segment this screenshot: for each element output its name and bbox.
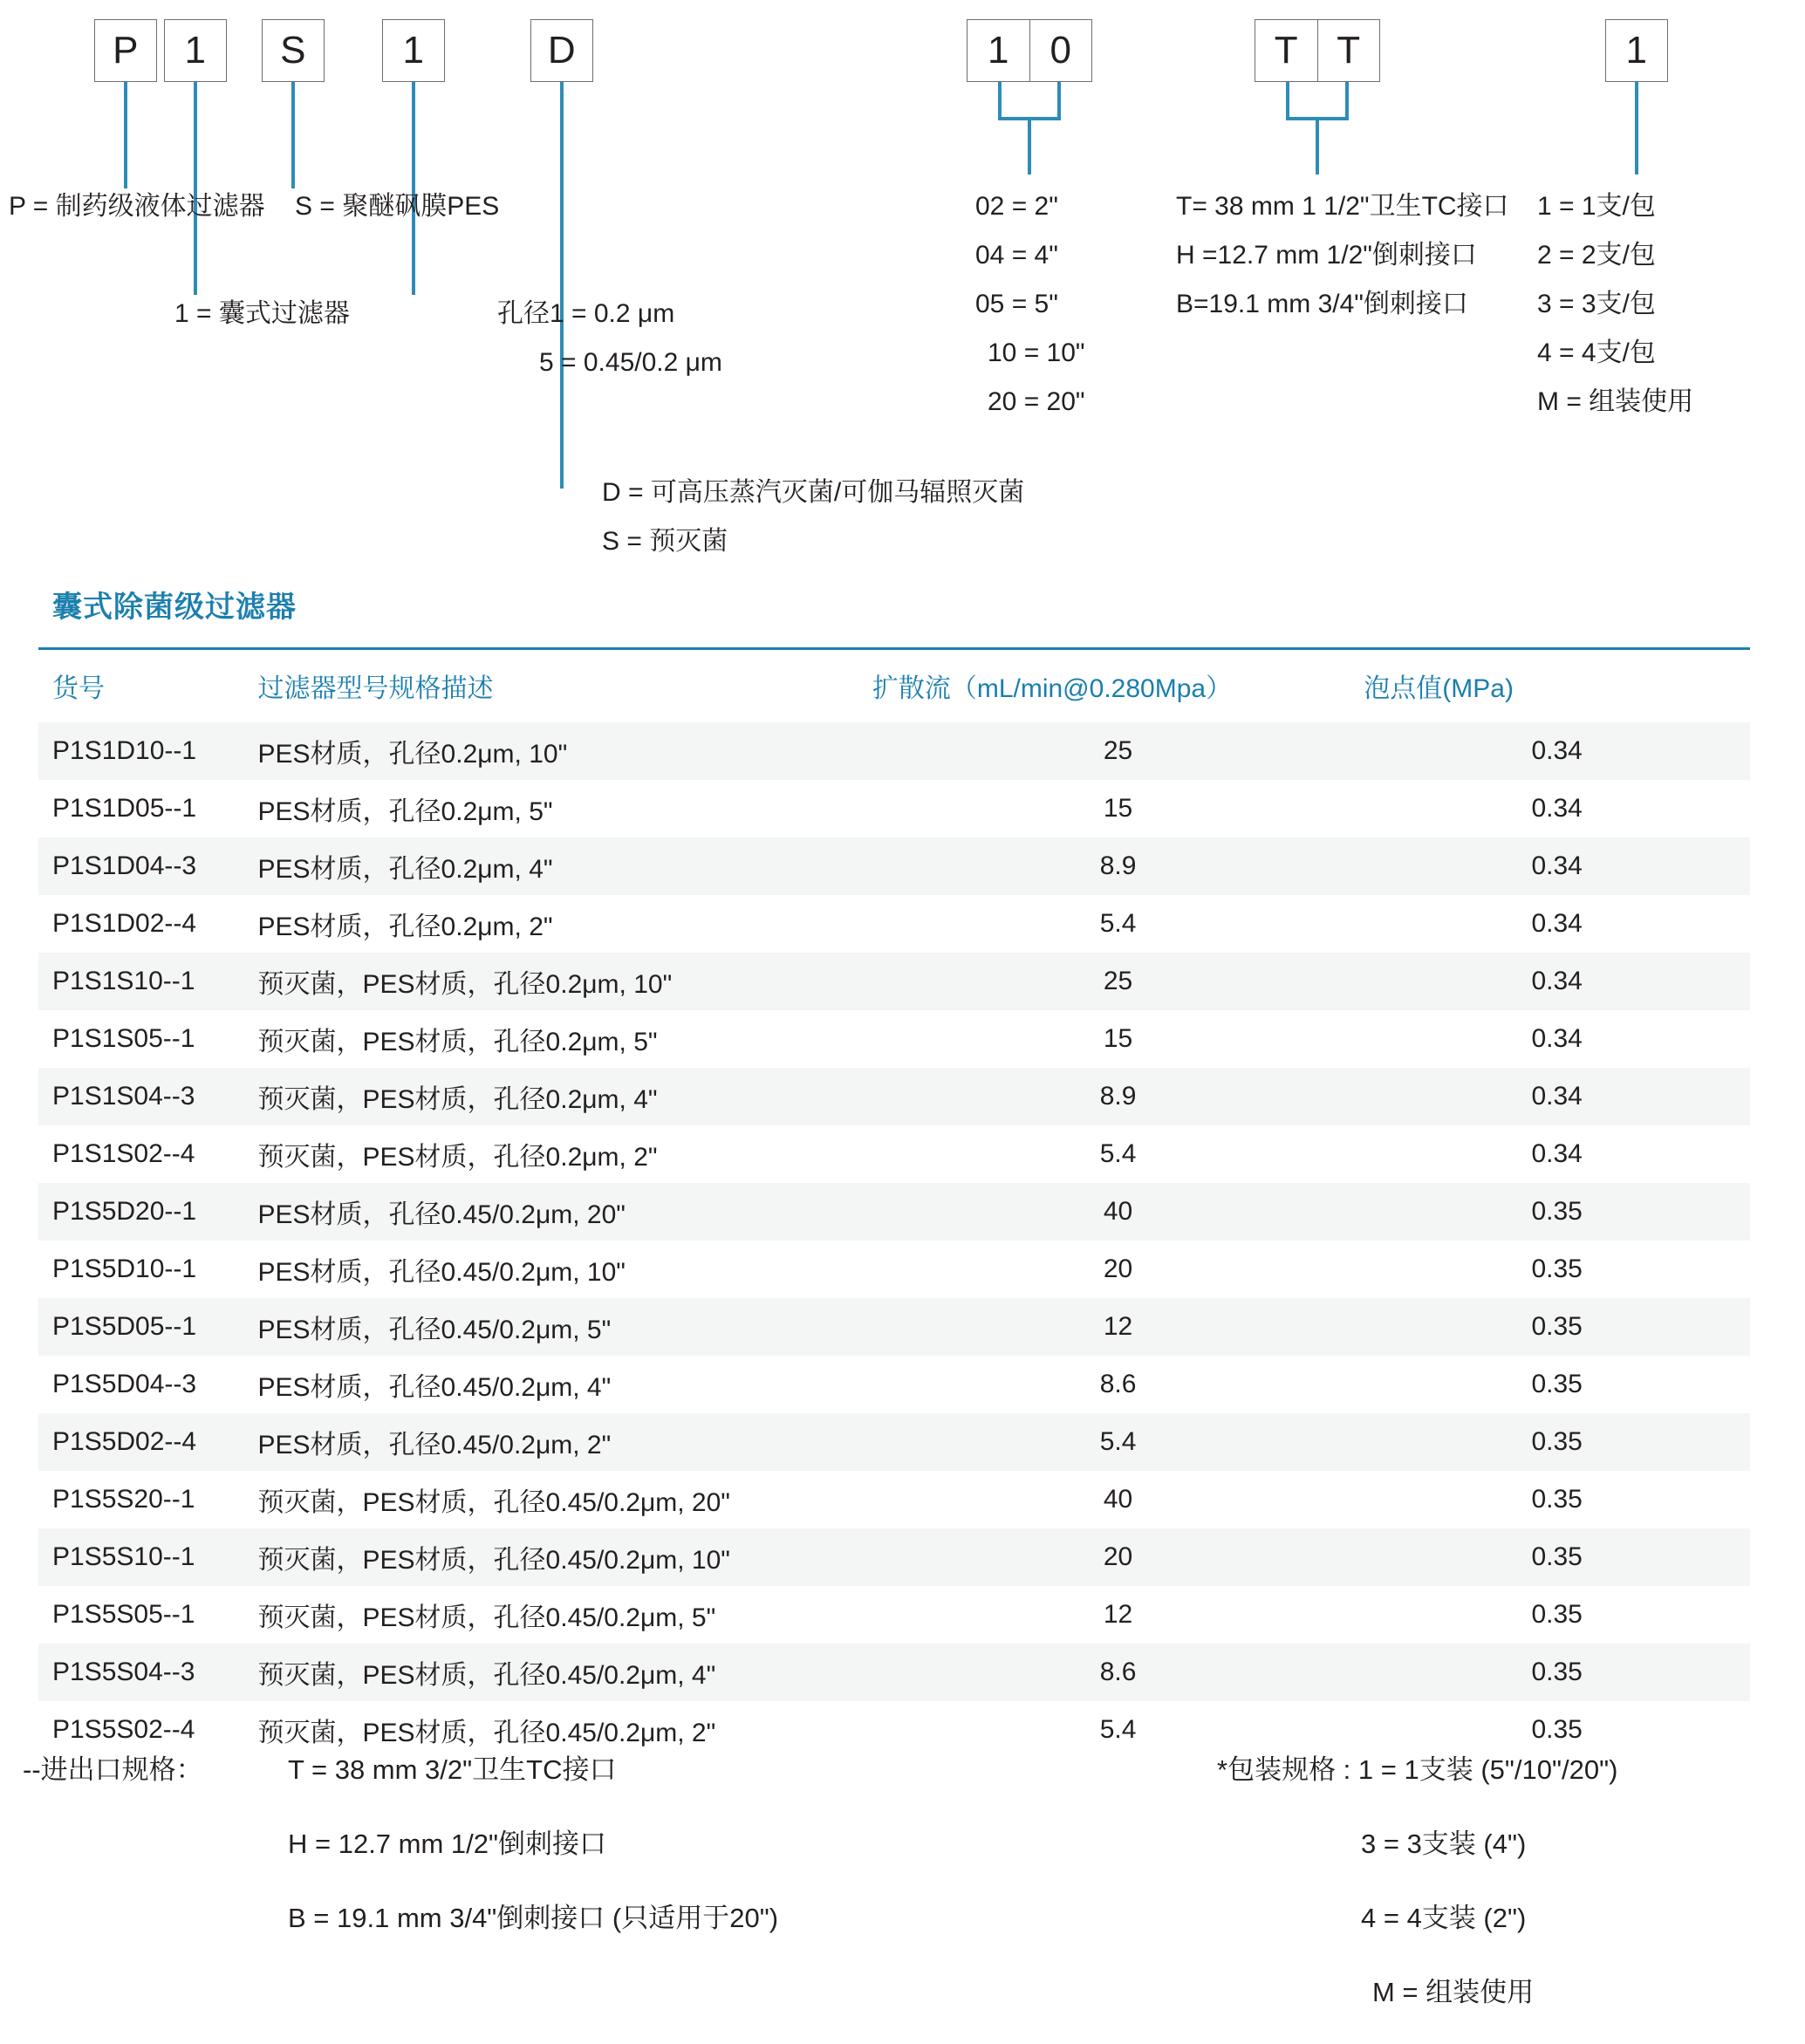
cell-bubble-point: 0.35 (1531, 1485, 1583, 1514)
table-row (38, 1413, 1750, 1471)
cell-diffusion: 5.4 (1099, 909, 1137, 938)
cell-diffusion: 15 (1103, 794, 1133, 823)
column-header-bubble-point: 泡点值(MPa) (1364, 674, 1514, 703)
table-row (38, 1356, 1750, 1413)
packaging-spec-item: M = 组装使用 (1372, 1977, 1535, 2007)
cell-sku: P1S5D02--4 (52, 1427, 197, 1456)
cell-description: 预灭菌，PES材质，孔径0.2μm, 2" (257, 1143, 658, 1172)
legend-line: 孔径1 = 0.2 μm (497, 299, 675, 328)
packaging-spec-item: 4 = 4支装 (2") (1361, 1903, 1527, 1933)
cell-diffusion: 20 (1103, 1254, 1133, 1283)
cell-diffusion: 12 (1103, 1600, 1133, 1629)
cell-description: PES材质，孔径0.45/0.2μm, 10" (257, 1258, 626, 1287)
code-char: P (113, 29, 139, 72)
cell-description: PES材质，孔径0.2μm, 4" (257, 855, 553, 884)
code-char: D (547, 29, 577, 72)
table-header-row (38, 647, 1750, 722)
code-box-connection (1255, 19, 1380, 82)
code-char: 1 (988, 29, 1009, 72)
cell-sku: P1S1S05--1 (52, 1024, 195, 1053)
cell-description: 预灭菌，PES材质，孔径0.45/0.2μm, 10" (257, 1546, 730, 1575)
legend-line: B=19.1 mm 3/4"倒刺接口 (1176, 290, 1468, 318)
legend-device-style (174, 301, 350, 350)
cell-diffusion: 5.4 (1099, 1715, 1137, 1744)
leader-line-length (1028, 119, 1031, 174)
cell-sku: P1S5S04--3 (52, 1658, 195, 1686)
code-char: 1 (402, 29, 425, 72)
cell-bubble-point: 0.34 (1531, 1024, 1583, 1053)
section-divider (38, 647, 1750, 650)
cell-bubble-point: 0.34 (1531, 967, 1583, 995)
code-box-sterilization (530, 19, 593, 82)
legend-line: 5 = 0.45/0.2 μm (539, 348, 722, 377)
legend-membrane (295, 194, 499, 243)
packaging-spec-item: 3 = 3支装 (4") (1361, 1829, 1527, 1859)
table-row (38, 780, 1750, 837)
cell-description: 预灭菌，PES材质，孔径0.45/0.2μm, 4" (257, 1661, 716, 1690)
port-spec-list (288, 1747, 778, 1970)
table-row (38, 895, 1750, 953)
legend-product-type (9, 194, 265, 243)
cell-description: 预灭菌，PES材质，孔径0.45/0.2μm, 2" (257, 1719, 716, 1747)
legend-pore-size (497, 301, 722, 399)
packaging-spec-item: *包装规格 : 1 = 1支装 (5"/10"/20") (1217, 1754, 1618, 1785)
specification-table (38, 647, 1750, 1759)
table-row (38, 1125, 1750, 1183)
cell-bubble-point: 0.35 (1531, 1427, 1583, 1456)
cell-bubble-point: 0.34 (1531, 851, 1583, 880)
cell-bubble-point: 0.35 (1531, 1600, 1583, 1629)
leader-line-product-type (124, 82, 127, 188)
cell-sku: P1S5D10--1 (52, 1254, 197, 1283)
legend-line: T= 38 mm 1 1/2"卫生TC接口 (1176, 192, 1509, 221)
cell-diffusion: 15 (1103, 1024, 1133, 1053)
footnotes (0, 1732, 1805, 2014)
table-row (38, 1644, 1750, 1701)
cell-diffusion: 5.4 (1099, 1427, 1137, 1456)
leader-line-sterilization (560, 82, 564, 489)
cell-diffusion: 25 (1103, 967, 1133, 995)
code-box-packaging (1605, 19, 1668, 82)
legend-line: S = 预灭菌 (602, 527, 728, 556)
cell-bubble-point: 0.35 (1531, 1197, 1583, 1226)
legend-packaging (1537, 194, 1693, 438)
code-char: 1 (184, 29, 207, 72)
cell-bubble-point: 0.35 (1531, 1370, 1583, 1398)
cell-sku: P1S5D20--1 (52, 1197, 197, 1226)
cell-diffusion: 25 (1103, 736, 1133, 765)
cell-sku: P1S1D05--1 (52, 794, 197, 823)
cell-description: 预灭菌，PES材质，孔径0.45/0.2μm, 20" (257, 1488, 730, 1517)
cell-bubble-point: 0.34 (1531, 736, 1583, 765)
cell-diffusion: 8.6 (1099, 1658, 1137, 1686)
leader-line-packaging (1635, 82, 1638, 174)
code-box-device-style (164, 19, 227, 82)
table-row (38, 1471, 1750, 1528)
table-row (38, 1241, 1750, 1298)
cell-sku: P1S1S04--3 (52, 1082, 195, 1111)
column-header-description: 过滤器型号规格描述 (257, 674, 494, 703)
table-row (38, 1528, 1750, 1586)
leader-line-membrane (291, 82, 295, 188)
cell-diffusion: 8.6 (1099, 1370, 1137, 1398)
cell-bubble-point: 0.35 (1531, 1658, 1583, 1686)
legend-line: H =12.7 mm 1/2"倒刺接口 (1176, 241, 1477, 270)
table-row (38, 1298, 1750, 1356)
port-spec-item: T = 38 mm 3/2"卫生TC接口 (288, 1754, 617, 1785)
cell-diffusion: 8.9 (1099, 851, 1137, 880)
cell-diffusion: 40 (1103, 1197, 1133, 1226)
cell-sku: P1S1D02--4 (52, 909, 197, 938)
cell-description: PES材质，孔径0.45/0.2μm, 4" (257, 1373, 612, 1402)
port-spec-item: H = 12.7 mm 1/2"倒刺接口 (288, 1829, 607, 1859)
cell-description: PES材质，孔径0.45/0.2μm, 20" (257, 1200, 626, 1229)
port-spec-item: B = 19.1 mm 3/4"倒刺接口 (只适用于20") (288, 1903, 779, 1933)
cell-sku: P1S1S10--1 (52, 967, 195, 995)
table-row (38, 837, 1750, 895)
table-row (38, 1586, 1750, 1644)
table-body (38, 722, 1750, 1759)
code-box-pore-size (382, 19, 445, 82)
legend-line: M = 组装使用 (1537, 387, 1694, 416)
legend-line: 20 = 20" (988, 387, 1085, 416)
section-title: 囊式除菌级过滤器 (52, 591, 297, 624)
cell-description: PES材质，孔径0.45/0.2μm, 5" (257, 1316, 612, 1344)
code-char: T (1317, 20, 1379, 81)
part-number-code-diagram (0, 0, 1805, 576)
cell-description: PES材质，孔径0.45/0.2μm, 2" (257, 1431, 612, 1460)
legend-connection (1176, 194, 1509, 340)
cell-sku: P1S5D04--3 (52, 1370, 197, 1398)
table-row (38, 1010, 1750, 1068)
cell-sku: P1S1D10--1 (52, 736, 197, 765)
cell-bubble-point: 0.35 (1531, 1312, 1583, 1341)
column-header-sku: 货号 (52, 674, 105, 703)
code-char: 0 (1029, 20, 1091, 81)
cell-bubble-point: 0.34 (1531, 1139, 1583, 1168)
cell-sku: P1S5D05--1 (52, 1312, 197, 1341)
legend-line: 4 = 4支/包 (1537, 338, 1656, 367)
code-char: T (1274, 29, 1299, 72)
legend-line: 04 = 4" (975, 241, 1058, 270)
leader-line-connection (1316, 119, 1319, 174)
table-row (38, 953, 1750, 1010)
cell-sku: P1S5S02--4 (52, 1715, 195, 1744)
cell-diffusion: 40 (1103, 1485, 1133, 1514)
legend-line: 10 = 10" (988, 338, 1085, 367)
cell-diffusion: 8.9 (1099, 1082, 1137, 1111)
cell-description: PES材质，孔径0.2μm, 5" (257, 797, 553, 826)
code-char: S (280, 29, 306, 72)
cell-bubble-point: 0.34 (1531, 794, 1583, 823)
legend-line: 05 = 5" (975, 290, 1058, 318)
cell-description: 预灭菌，PES材质，孔径0.2μm, 5" (257, 1028, 658, 1056)
cell-diffusion: 20 (1103, 1542, 1133, 1571)
legend-line: 3 = 3支/包 (1537, 290, 1656, 318)
cell-description: 预灭菌，PES材质，孔径0.2μm, 10" (257, 970, 673, 999)
legend-line: 1 = 囊式过滤器 (174, 299, 350, 328)
leader-line-device-style (194, 82, 197, 295)
column-header-diffusion: 扩散流（mL/min@0.280Mpa） (872, 674, 1233, 703)
code-box-membrane (262, 19, 325, 82)
cell-sku: P1S5S20--1 (52, 1485, 195, 1514)
bracket-length (998, 82, 1061, 120)
packaging-spec-list (1217, 1747, 1617, 2044)
legend-line: 2 = 2支/包 (1537, 241, 1656, 270)
cell-description: PES材质，孔径0.2μm, 2" (257, 913, 553, 941)
cell-description: 预灭菌，PES材质，孔径0.2μm, 4" (257, 1085, 658, 1114)
legend-length (975, 194, 1085, 438)
leader-line-pore-size (412, 82, 415, 295)
code-char: 1 (1625, 29, 1648, 72)
bracket-connection (1286, 82, 1349, 120)
cell-diffusion: 5.4 (1099, 1139, 1137, 1168)
legend-line: S = 聚醚砜膜PES (295, 192, 500, 221)
legend-line: D = 可高压蒸汽灭菌/可伽马辐照灭菌 (602, 478, 1025, 507)
cell-description: 预灭菌，PES材质，孔径0.45/0.2μm, 5" (257, 1603, 716, 1632)
table-row (38, 1068, 1750, 1125)
cell-description: PES材质，孔径0.2μm, 10" (257, 740, 568, 769)
cell-sku: P1S5S10--1 (52, 1542, 195, 1571)
cell-sku: P1S5S05--1 (52, 1600, 195, 1629)
cell-sku: P1S1S02--4 (52, 1139, 195, 1168)
cell-bubble-point: 0.35 (1531, 1254, 1583, 1283)
cell-bubble-point: 0.35 (1531, 1715, 1583, 1744)
legend-sterilization (602, 480, 1024, 578)
legend-line: 02 = 2" (975, 192, 1058, 221)
code-box-length (967, 19, 1092, 82)
code-box-product-type (94, 19, 157, 82)
cell-sku: P1S1D04--3 (52, 851, 197, 880)
legend-line: 1 = 1支/包 (1537, 192, 1656, 221)
table-row (38, 722, 1750, 780)
cell-bubble-point: 0.35 (1531, 1542, 1583, 1571)
cell-bubble-point: 0.34 (1531, 1082, 1583, 1111)
cell-bubble-point: 0.34 (1531, 909, 1583, 938)
table-row (38, 1183, 1750, 1241)
cell-diffusion: 12 (1103, 1312, 1133, 1341)
port-spec-label: --进出口规格： (23, 1754, 203, 1785)
legend-line: P = 制药级液体过滤器 (9, 192, 265, 221)
